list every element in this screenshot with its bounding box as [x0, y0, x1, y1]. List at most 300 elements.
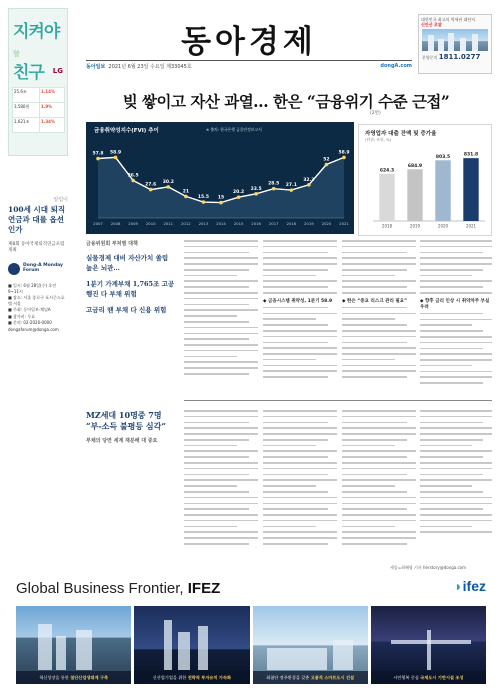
- text-line: [342, 537, 416, 539]
- text-line: [342, 427, 416, 429]
- x-tick-label: 2010: [145, 221, 156, 226]
- chart-title: 금융취약성지수(FVI) 추이: [94, 128, 159, 134]
- text-line: [420, 531, 492, 533]
- text-line: [342, 485, 395, 487]
- text-line: [420, 376, 492, 378]
- text-line: [342, 450, 416, 452]
- text-line: [342, 257, 416, 259]
- x-tick-label: 2011: [163, 221, 174, 226]
- text-line: [342, 353, 416, 355]
- text-line: [263, 450, 337, 452]
- paper-name: 동아일보: [86, 64, 106, 70]
- list-item: dongaforum@donga.com: [8, 326, 59, 332]
- mz-subheadline: 부채의 당면 세계 재분배 대 중요: [86, 438, 158, 444]
- text-line: [342, 474, 407, 476]
- text-line: [342, 416, 416, 418]
- main-headline[interactable]: 빚 쌓이고 자산 과열… 한은 “금융위기 수준 근접”: [122, 92, 450, 111]
- bar: [435, 160, 450, 221]
- text-line: [263, 422, 328, 424]
- left-article-title[interactable]: 100세 시대 퇴직연금과 대를 옵션인가: [8, 205, 66, 234]
- text-line: [342, 318, 395, 320]
- text-line: [263, 462, 337, 464]
- text-line: [420, 416, 492, 418]
- data-label: 30.2: [162, 179, 174, 185]
- left-article: [8, 196, 68, 333]
- text-line: [184, 456, 249, 458]
- x-tick-label: 2020: [437, 223, 449, 229]
- text-line: [263, 503, 337, 505]
- sub-headline[interactable]: 고금리 땐 부채 다 신용 위험: [86, 306, 167, 314]
- building-image: [422, 29, 488, 51]
- text-line: [420, 450, 492, 452]
- text-line: [420, 479, 492, 481]
- text-line: [263, 246, 337, 248]
- body-column: [420, 410, 492, 537]
- sub-headline[interactable]: 실물경제 대비 자산가치 쏠림 높은 뇌관…: [86, 254, 169, 272]
- data-label: 15: [217, 195, 225, 201]
- text-line: [420, 342, 492, 344]
- text-line: [342, 508, 407, 510]
- text-line: [342, 468, 416, 470]
- section-divider: [184, 400, 492, 401]
- left-article-subtitle: 제8회 동아국제퇴직연금포럼 개최: [8, 242, 65, 253]
- fvi-chart: [86, 122, 354, 234]
- ifez-advertisement[interactable]: [8, 576, 492, 686]
- text-line: [342, 370, 416, 372]
- body-column: [184, 240, 258, 379]
- text-line: [184, 445, 237, 447]
- text-line: [263, 433, 337, 435]
- text-line: [184, 508, 249, 510]
- text-line: [420, 330, 483, 332]
- x-tick-label: 2018: [286, 221, 297, 226]
- text-line: [263, 427, 337, 429]
- text-line: [184, 410, 258, 412]
- text-line: [263, 456, 328, 458]
- text-line: [342, 365, 416, 367]
- text-line: [184, 416, 258, 418]
- text-line: [342, 439, 407, 441]
- text-line: [263, 324, 328, 326]
- sub-headlines: [86, 238, 176, 321]
- text-line: [184, 479, 258, 481]
- text-line: [342, 324, 407, 326]
- text-line: [420, 497, 492, 499]
- x-tick-label: 2020: [321, 221, 332, 226]
- text-line: [420, 520, 492, 522]
- text-line: [420, 468, 492, 470]
- text-line: [420, 514, 492, 516]
- text-line: [184, 280, 258, 282]
- text-line: [420, 456, 483, 458]
- left-column: [8, 8, 68, 348]
- photo-caption: 신산업기업을 위한 전략적 투자유치 가속화: [134, 671, 249, 684]
- text-line: [342, 330, 416, 332]
- data-point: [96, 157, 100, 161]
- x-tick-label: 2019: [409, 223, 421, 229]
- text-line: [263, 330, 337, 332]
- text-line: [342, 514, 416, 516]
- body-subhead: ◆ 한은 “중요 리스크 관리 필요”: [342, 298, 408, 304]
- x-tick-label: 2008: [110, 221, 121, 226]
- text-line: [342, 246, 416, 248]
- text-line: [263, 497, 337, 499]
- text-line: [420, 292, 492, 294]
- newspaper-logo[interactable]: 동아경제: [181, 24, 317, 60]
- text-line: [263, 252, 328, 254]
- series-area: [98, 157, 344, 218]
- text-line: [420, 319, 492, 321]
- text-line: [420, 269, 483, 271]
- bar: [407, 169, 422, 221]
- x-tick-label: 2009: [128, 221, 138, 226]
- text-line: [263, 468, 337, 470]
- text-line: [263, 474, 328, 476]
- data-point: [237, 195, 241, 199]
- x-tick-label: 2012: [181, 221, 191, 226]
- text-line: [263, 520, 337, 522]
- data-label: 28.5: [268, 181, 280, 187]
- text-line: [184, 350, 258, 352]
- text-line: [184, 269, 249, 271]
- data-point: [342, 156, 346, 160]
- text-line: [184, 514, 258, 516]
- text-line: [342, 263, 416, 265]
- data-point: [202, 200, 206, 204]
- text-line: [342, 445, 395, 447]
- event-notes: [8, 283, 68, 332]
- list-item: ■ 문의: 02-2020-0000: [8, 320, 52, 325]
- text-line: [184, 292, 258, 294]
- data-point: [325, 163, 329, 167]
- text-line: [263, 313, 337, 315]
- text-line: [263, 491, 328, 493]
- mz-article: [86, 410, 176, 444]
- body-column: [342, 410, 416, 549]
- text-line: [184, 497, 258, 499]
- text-line: [342, 342, 407, 344]
- text-line: [263, 286, 328, 288]
- chart-unit: (단위: 조원, %): [365, 137, 392, 142]
- text-line: [263, 531, 337, 533]
- data-label: 27.1: [285, 183, 297, 189]
- photo-caption: 혁신성장을 통한 첨단산업생태계 구축: [16, 671, 131, 684]
- text-line: [342, 269, 407, 271]
- text-line: [342, 313, 416, 315]
- text-line: [184, 503, 258, 505]
- data-label: 23.5: [250, 186, 262, 192]
- text-line: [420, 422, 483, 424]
- bar: [379, 174, 394, 221]
- text-line: [184, 252, 249, 254]
- data-label: 20.2: [233, 190, 245, 196]
- text-line: [263, 445, 316, 447]
- body-column: [263, 410, 337, 549]
- text-line: [184, 327, 258, 329]
- text-line: [420, 246, 492, 248]
- text-line: [263, 543, 328, 545]
- text-line: [342, 410, 416, 412]
- ad-photo-strip: [16, 606, 486, 684]
- text-line: [342, 240, 416, 242]
- fvi-chart-svg: [86, 122, 354, 234]
- text-line: [184, 356, 237, 358]
- ad-stats-table: [12, 87, 65, 133]
- data-label: 57.8: [92, 151, 104, 157]
- data-point: [184, 195, 188, 199]
- data-label: 624.3: [379, 168, 395, 174]
- text-line: [420, 348, 483, 350]
- body-subhead: ◆ 향후 금리 인상 시 취약차주 부실 우려: [420, 298, 490, 310]
- text-line: [184, 321, 249, 323]
- data-point: [149, 188, 153, 192]
- text-line: [342, 286, 407, 288]
- ad-headline: Global Business Frontier, IFEZ: [16, 580, 221, 597]
- body-column: [263, 240, 337, 382]
- text-line: [263, 359, 316, 361]
- text-line: [420, 324, 472, 326]
- text-line: [184, 333, 258, 335]
- self-employed-loan-chart: [358, 124, 492, 236]
- body-subhead: ◆ 금융시스템 취약성, 1분기 58.9: [263, 298, 333, 304]
- text-line: [420, 485, 472, 487]
- text-line: [184, 537, 258, 539]
- chart-note: ※ 출처: 한국은행 금융안정보고서: [206, 127, 262, 132]
- text-line: [184, 263, 258, 265]
- body-column: [184, 410, 258, 549]
- data-point: [254, 192, 258, 196]
- text-line: [263, 263, 337, 265]
- text-line: [342, 479, 416, 481]
- text-line: [342, 307, 407, 309]
- section-tag: 알림이: [53, 197, 68, 203]
- text-line: [184, 485, 237, 487]
- list-item: ■ 참가비: 무료: [8, 313, 35, 319]
- photo-caption: 최첨단 정주환경을 갖춘 고품격 스마트도시 건설: [253, 671, 368, 684]
- x-tick-label: 2014: [216, 221, 226, 226]
- text-line: [184, 474, 249, 476]
- text-line: [342, 456, 407, 458]
- ad-photo: [134, 606, 249, 684]
- text-line: [420, 336, 492, 338]
- text-line: [342, 292, 416, 294]
- text-line: [342, 347, 416, 349]
- text-line: [342, 336, 416, 338]
- x-tick-label: 2021: [465, 223, 477, 229]
- data-label: 684.9: [407, 163, 423, 169]
- text-line: [184, 468, 258, 470]
- ad-photo: [16, 606, 131, 684]
- list-item: ■ 일시: 6월 28일(수) 오전 9~11시: [8, 283, 57, 294]
- text-line: [263, 485, 316, 487]
- text-line: [263, 269, 328, 271]
- text-line: [342, 491, 407, 493]
- text-line: [184, 304, 249, 306]
- data-label: 15.5: [197, 195, 209, 201]
- text-line: [263, 365, 337, 367]
- text-line: [263, 537, 337, 539]
- list-item: ■ 주최: 동아일보·채널A: [8, 307, 51, 312]
- mz-headline[interactable]: MZ세대 10명중 7명 “부-소득 불평등 심각”: [86, 410, 166, 431]
- forum-name: Dong-A Monday Forum: [23, 263, 63, 273]
- list-item: ■ 장소: 서울 종로구 포시즌스호텔 서울: [8, 295, 65, 306]
- text-line: [263, 336, 337, 338]
- text-line: [342, 275, 395, 277]
- text-line: [420, 257, 492, 259]
- text-line: [420, 263, 492, 265]
- text-line: [263, 347, 337, 349]
- text-line: [184, 462, 258, 464]
- ifez-logo: ◗ifez: [454, 578, 486, 594]
- text-line: [184, 315, 237, 317]
- ad-photo: [371, 606, 486, 684]
- text-line: [184, 275, 237, 277]
- text-line: [420, 427, 492, 429]
- text-line: [342, 497, 416, 499]
- text-line: [420, 365, 472, 367]
- text-line: [184, 361, 258, 363]
- header-advertisement[interactable]: [418, 14, 492, 74]
- text-line: [184, 344, 258, 346]
- x-tick-label: 2018: [381, 223, 393, 229]
- sub-headline[interactable]: 1분기 가계부채 1,765조 고공행진 다 부채 위험: [86, 280, 175, 298]
- text-line: [263, 514, 337, 516]
- text-line: [263, 318, 316, 320]
- text-line: [420, 410, 492, 412]
- text-line: [184, 439, 249, 441]
- text-line: [420, 503, 492, 505]
- text-line: [420, 445, 472, 447]
- data-point: [272, 187, 276, 191]
- text-line: [184, 433, 258, 435]
- data-point: [166, 185, 170, 189]
- text-line: [263, 257, 337, 259]
- data-label: 58.9: [110, 150, 122, 156]
- text-line: [420, 526, 472, 528]
- body-column: [342, 240, 416, 382]
- table-row: 3,580원 1.9%: [13, 103, 65, 118]
- text-line: [184, 373, 249, 375]
- bar: [463, 158, 478, 221]
- text-line: [184, 246, 258, 248]
- text-line: [342, 503, 416, 505]
- data-label: 803.5: [435, 154, 451, 160]
- text-line: [184, 543, 249, 545]
- ad-title: 지켜야 할 친구: [13, 22, 60, 83]
- chart-title: 자영업자 대출 잔액 및 증가율: [365, 131, 437, 137]
- text-line: [184, 286, 249, 288]
- text-line: [263, 240, 337, 242]
- text-line: [342, 462, 416, 464]
- text-line: [263, 416, 337, 418]
- x-tick-label: 2015: [233, 221, 244, 226]
- photo-caption: 시민행복 중심 국제도시 기반시설 조성: [371, 671, 486, 684]
- data-label: 21: [182, 189, 189, 195]
- data-point: [114, 156, 118, 160]
- x-tick-label: 2013: [198, 221, 209, 226]
- data-point: [307, 183, 311, 187]
- text-line: [263, 280, 337, 282]
- text-line: [263, 508, 328, 510]
- text-line: [184, 367, 258, 369]
- text-line: [342, 359, 395, 361]
- text-line: [342, 433, 416, 435]
- data-label: 831.8: [463, 152, 479, 158]
- text-line: [184, 338, 249, 340]
- text-line: [263, 370, 337, 372]
- text-line: [420, 433, 492, 435]
- text-line: [342, 280, 416, 282]
- data-point: [289, 188, 293, 192]
- site-link[interactable]: dongA.com: [380, 63, 412, 69]
- text-line: [263, 292, 337, 294]
- text-line: [184, 298, 258, 300]
- lg-logo: LG: [52, 67, 63, 75]
- text-line: [342, 422, 407, 424]
- text-line: [420, 462, 492, 464]
- text-line: [420, 286, 483, 288]
- data-label: 36.5: [127, 173, 139, 179]
- text-line: [342, 543, 407, 545]
- text-line: [184, 520, 258, 522]
- data-label: 32.3: [303, 177, 315, 183]
- text-line: [263, 353, 337, 355]
- text-line: [420, 359, 492, 361]
- text-line: [263, 376, 328, 378]
- text-line: [263, 410, 337, 412]
- forum-brand: [8, 263, 68, 275]
- table-row: 25.6조 1.14%: [13, 88, 65, 103]
- x-tick-label: 2021: [339, 221, 349, 226]
- data-point: [219, 201, 223, 205]
- text-line: [263, 342, 328, 344]
- side-advertisement[interactable]: [8, 8, 68, 156]
- text-line: [342, 520, 416, 522]
- text-line: [184, 526, 237, 528]
- text-line: [184, 422, 249, 424]
- data-label: 52: [323, 157, 330, 163]
- sub-kicker: 금융위원회 부처별 대책: [86, 241, 138, 247]
- data-label: 58.9: [338, 150, 350, 156]
- masthead: [86, 10, 412, 70]
- issue-date: 2021년 6월 23일 수요일 제33045호: [108, 64, 192, 70]
- x-tick-label: 2019: [304, 221, 314, 226]
- data-label: 27.6: [145, 182, 157, 188]
- text-line: [263, 479, 337, 481]
- text-line: [420, 252, 483, 254]
- text-line: [420, 240, 492, 242]
- x-tick-label: 2007: [93, 221, 103, 226]
- text-line: [184, 450, 258, 452]
- header-ad-text: 대한민국 최고의 역세권 대단지 신안산 로얄: [421, 17, 476, 27]
- text-line: [420, 275, 472, 277]
- text-line: [420, 353, 492, 355]
- forum-logo-icon: [8, 263, 20, 275]
- text-line: [420, 474, 483, 476]
- text-line: [342, 531, 416, 533]
- text-line: [184, 427, 258, 429]
- text-line: [342, 526, 395, 528]
- masthead-meta: [86, 63, 412, 70]
- masthead-divider: [86, 60, 412, 61]
- text-line: [420, 280, 492, 282]
- text-line: [420, 313, 483, 315]
- text-line: [420, 491, 483, 493]
- text-line: [263, 275, 316, 277]
- text-line: [184, 531, 258, 533]
- text-line: [263, 439, 328, 441]
- body-column: [420, 240, 492, 388]
